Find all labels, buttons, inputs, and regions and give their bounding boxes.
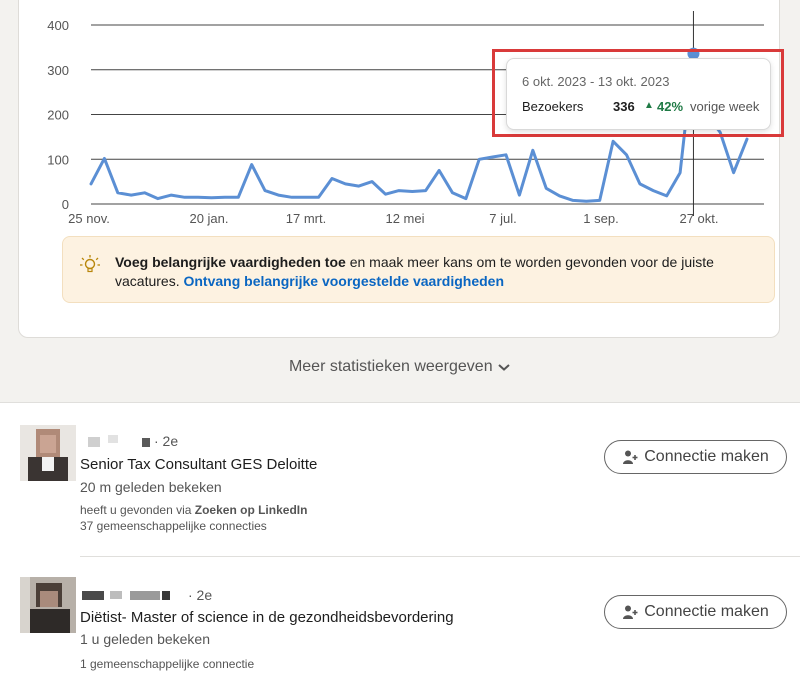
y-axis-ticks <box>47 18 69 212</box>
more-stats-toggle[interactable] <box>0 358 800 376</box>
blurred-name <box>110 591 122 599</box>
connection-degree: · 2e <box>188 587 213 603</box>
y-tick-label: 0 <box>61 197 69 212</box>
chevron-down-icon <box>497 362 511 372</box>
viewed-time: 20 m geleden bekeken <box>80 479 222 495</box>
connect-button[interactable] <box>604 595 787 629</box>
x-tick-label: 27 okt. <box>679 211 719 226</box>
x-tick-label: 17 mrt. <box>285 211 327 226</box>
tooltip-date-range: 6 okt. 2023 - 13 okt. 2023 <box>522 74 670 89</box>
divider <box>80 556 800 557</box>
analytics-card <box>18 0 780 338</box>
blurred-name <box>130 591 160 600</box>
viewer-headline[interactable]: Senior Tax Consultant GES Deloitte <box>80 456 318 473</box>
found-via <box>80 503 307 517</box>
banner-bold-text: Voeg belangrijke vaardigheden toe <box>115 254 346 270</box>
connect-button-label: Connectie maken <box>644 603 769 620</box>
avatar[interactable] <box>20 425 76 481</box>
banner-text <box>115 253 755 291</box>
add-person-icon <box>622 449 638 465</box>
blurred-name <box>162 591 170 600</box>
tooltip-change-pct: 42% <box>657 99 684 114</box>
add-person-icon <box>622 604 638 620</box>
tooltip-metric-label: Bezoekers <box>522 99 584 114</box>
x-axis-ticks <box>68 211 718 226</box>
trend-up-icon: ▲ <box>644 100 654 111</box>
connect-button-label: Connectie maken <box>644 448 769 465</box>
blurred-name <box>142 438 150 447</box>
tooltip-change-label: vorige week <box>690 99 760 114</box>
banner-body-text: en maak meer kans om te worden gevonden voor de juiste vacatures. <box>115 254 714 289</box>
connection-degree: · 2e <box>154 433 179 449</box>
suggested-skills-link[interactable]: Ontvang belangrijke voorgestelde vaardigheden <box>183 273 505 289</box>
connect-button[interactable] <box>604 440 787 474</box>
x-tick-label: 25 nov. <box>68 211 110 226</box>
more-stats-label: Meer statistieken weergeven <box>288 358 493 375</box>
blurred-name <box>88 437 100 447</box>
blurred-name <box>82 591 104 600</box>
skills-banner <box>62 236 775 303</box>
y-tick-label: 100 <box>47 152 69 168</box>
lightbulb-icon <box>79 254 101 276</box>
y-tick-label: 300 <box>47 62 69 78</box>
x-tick-label: 12 mei <box>385 211 425 226</box>
found-via-prefix: heeft u gevonden via <box>80 503 195 517</box>
viewed-time: 1 u geleden bekeken <box>80 631 210 647</box>
x-tick-label: 7 jul. <box>489 211 517 226</box>
x-tick-label: 20 jan. <box>189 211 229 226</box>
found-via-source: Zoeken op LinkedIn <box>194 503 308 517</box>
mutual-connections[interactable]: 37 gemeenschappelijke connecties <box>80 519 267 533</box>
y-tick-label: 200 <box>47 107 69 123</box>
chart-tooltip <box>506 58 771 130</box>
blurred-name <box>108 435 118 443</box>
viewer-list <box>0 402 800 690</box>
viewer-headline[interactable]: Diëtist- Master of science in de gezondheidsbevordering <box>80 609 454 626</box>
y-tick-label: 400 <box>47 18 69 33</box>
mutual-connections[interactable]: 1 gemeenschappelijke connectie <box>80 657 255 671</box>
avatar[interactable] <box>20 577 76 633</box>
x-tick-label: 1 sep. <box>583 211 619 226</box>
tooltip-value: 336 <box>613 99 635 114</box>
